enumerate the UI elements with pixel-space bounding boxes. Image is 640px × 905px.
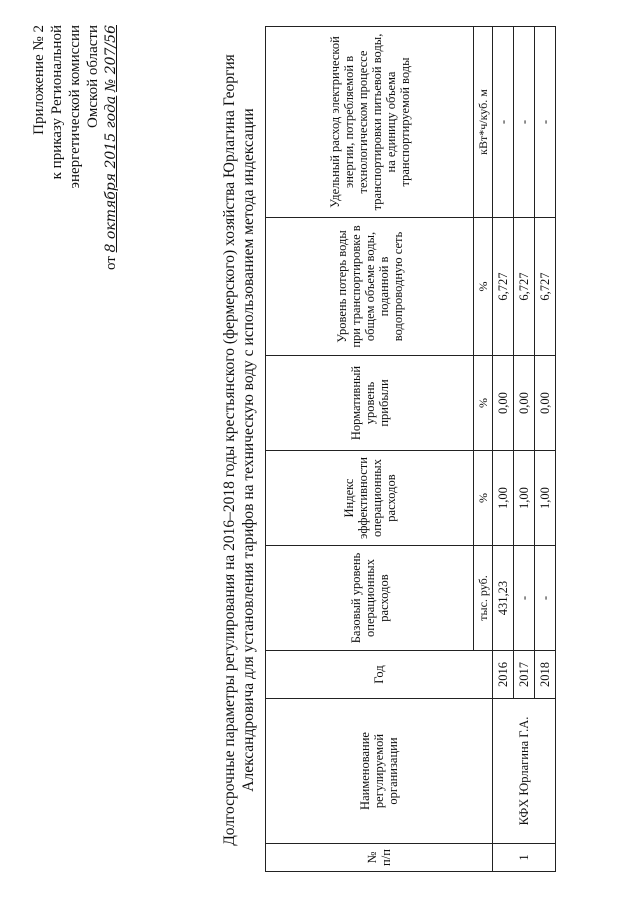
header-org: Наименование регулируемой организации — [266, 699, 493, 844]
header-base: Базовый уровень операционных расходов — [266, 546, 474, 651]
table-header-row — [266, 27, 474, 872]
cell-energy: - — [514, 27, 535, 218]
cell-year: 2018 — [535, 651, 556, 699]
cell-loss: 6,727 — [514, 218, 535, 356]
cell-loss: 6,727 — [493, 218, 514, 356]
cell-base: 431,23 — [493, 546, 514, 651]
approval-from-prefix: от — [103, 256, 119, 271]
approval-date: 8 октября 2015 года — [103, 95, 119, 253]
unit-base: тыс. руб. — [474, 546, 493, 651]
cell-base: - — [514, 546, 535, 651]
parameters-table — [265, 26, 556, 872]
cell-loss: 6,727 — [535, 218, 556, 356]
org-name: КФХ Юрлагина Г.А. — [493, 699, 556, 844]
unit-index: % — [474, 451, 493, 546]
org-number: 1 — [493, 844, 556, 872]
cell-profit: 0,00 — [493, 356, 514, 451]
approval-line-1: Приложение № 2 — [31, 25, 47, 135]
title-line-1: Долгосрочные параметры регулирования на 2016–2018 годы крестьянского (фермерского) хозяйства Юрлагина Георгия — [221, 54, 238, 846]
header-profit: Нормативный уровень прибыли — [266, 356, 474, 451]
table-row — [493, 27, 514, 872]
cell-profit: 0,00 — [514, 356, 535, 451]
approval-line-2: к приказу Региональной — [49, 25, 65, 180]
cell-energy: - — [535, 27, 556, 218]
cell-index: 1,00 — [535, 451, 556, 546]
approval-date-line — [102, 25, 120, 285]
cell-year: 2016 — [493, 651, 514, 699]
header-year: Год — [266, 651, 493, 699]
cell-year: 2017 — [514, 651, 535, 699]
cell-index: 1,00 — [493, 451, 514, 546]
approval-line-3: энергетической комиссии — [67, 25, 83, 189]
unit-profit: % — [474, 356, 493, 451]
header-num: № п/п — [266, 844, 493, 872]
unit-energy: кВт*ч/куб. м — [474, 27, 493, 218]
cell-profit: 0,00 — [535, 356, 556, 451]
approval-line-4: Омской области — [85, 25, 101, 128]
approval-block — [30, 25, 120, 285]
header-loss: Уровень потерь воды при транспортировке в общем объеме воды, поданной в водопроводную сеть — [266, 218, 474, 356]
cell-energy: - — [493, 27, 514, 218]
cell-index: 1,00 — [514, 451, 535, 546]
header-energy: Удельный расход электрической энергии, потребляемой в технологическом процессе транспортировки питьевой воды, на единицу объема транспортируемой воды — [266, 27, 474, 218]
header-index: Индекс эффективности операционных расходов — [266, 451, 474, 546]
cell-base: - — [535, 546, 556, 651]
document-title — [220, 35, 258, 865]
title-line-2: Александровича для установления тарифов на техническую воду с использованием метода индексации — [240, 108, 257, 792]
unit-loss: % — [474, 218, 493, 356]
approval-number: № 207/56 — [103, 25, 119, 92]
